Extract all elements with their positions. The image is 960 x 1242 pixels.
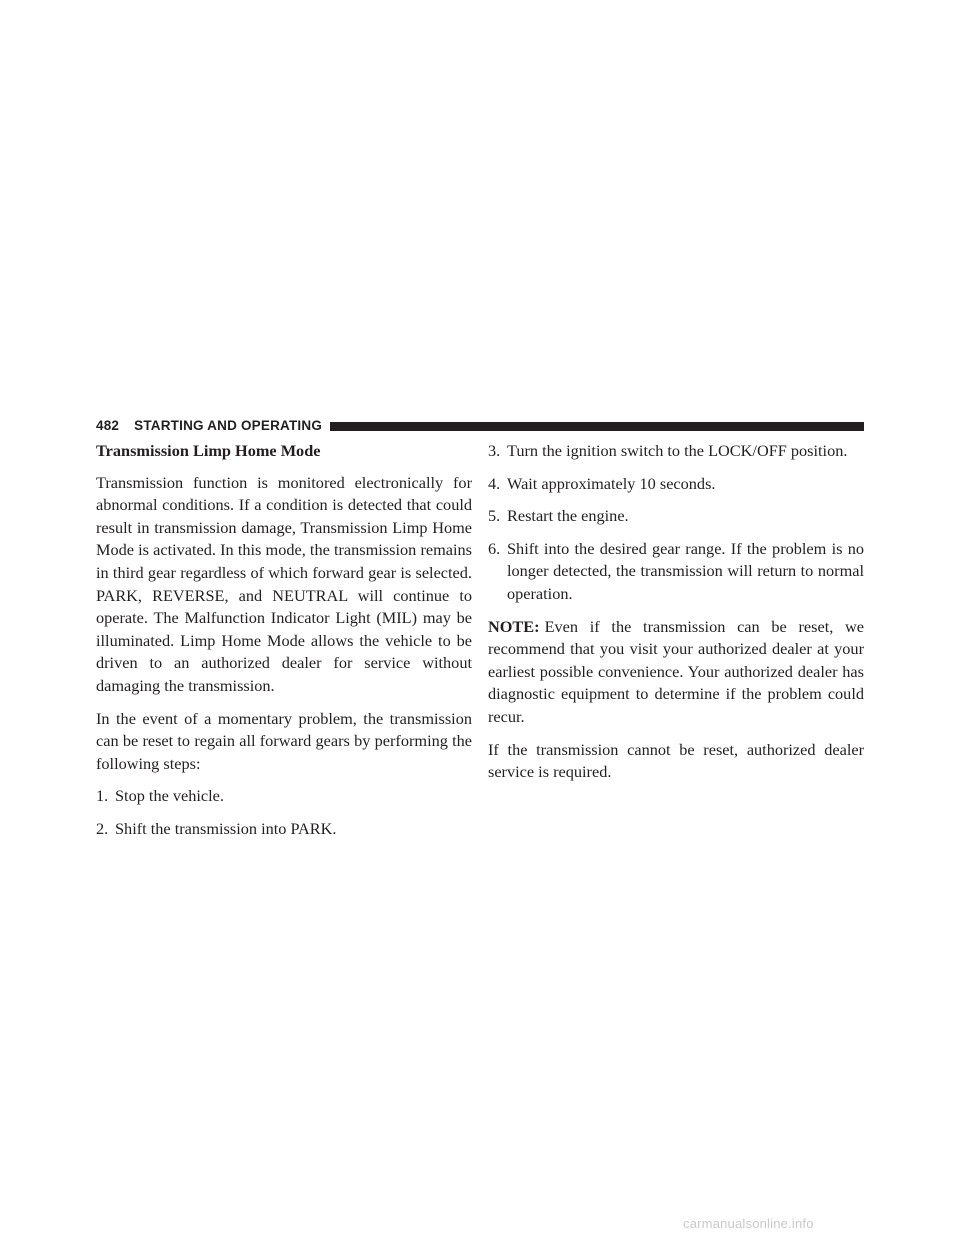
step-item [488,538,864,606]
header-rule [330,422,864,431]
step-item [96,785,472,808]
right-column [488,440,864,794]
intro-paragraph: Transmission function is monitored electronically for abnormal conditions. If a condition is detected that could result in transmission damage, Transmission Limp Home Mode is activated. In this mode, the transmission remains in third gear regardless of which forward gear is selected. PARK, REVERSE, and NEUTRAL will continue to operate. The Malfunction Indicator Light (MIL) may be illuminated. Limp Home Mode allows the vehicle to be driven to an authorized dealer for service without damaging the transmission. [96,472,472,695]
step-item [96,818,472,841]
step-number: 1. [96,786,109,806]
step-text: Turn the ignition switch to the LOCK/OFF position. [507,441,848,460]
step-text: Restart the engine. [507,506,629,526]
step-text: Stop the vehicle. [115,786,224,806]
page-number: 482 [96,418,120,433]
section-heading: Transmission Limp Home Mode [96,441,321,460]
step-item [488,440,864,463]
step-number: 3. [488,441,501,460]
reset-paragraph: In the event of a momentary problem, the transmission can be reset to regain all forward gears by performing the following steps: [96,708,472,773]
step-number: 5. [488,506,501,526]
note-label: NOTE: [488,616,540,636]
closing-paragraph: If the transmission cannot be reset, authorized dealer service is required. [488,739,864,782]
step-text: Wait approximately 10 seconds. [507,473,716,493]
step-text: Shift the transmission into PARK. [115,818,337,838]
left-column [96,440,472,851]
note-paragraph [488,616,864,729]
step-number: 6. [488,538,501,558]
step-text: Shift into the desired gear range. If the problem is no longer detected, the transmission will return to normal operation. [507,538,864,603]
section-title: STARTING AND OPERATING [134,418,323,433]
watermark: carmanualsonline.info [683,1216,814,1231]
step-item [488,505,864,528]
step-item [488,473,864,496]
page-header [96,418,864,434]
note-text: Even if the transmission can be reset, we recommend that you visit your authorized dealer at your earliest possible convenience. Your authorized dealer has diagnostic equipment to determine if the problem could recur. [488,616,864,726]
step-number: 4. [488,473,501,493]
step-number: 2. [96,818,109,838]
